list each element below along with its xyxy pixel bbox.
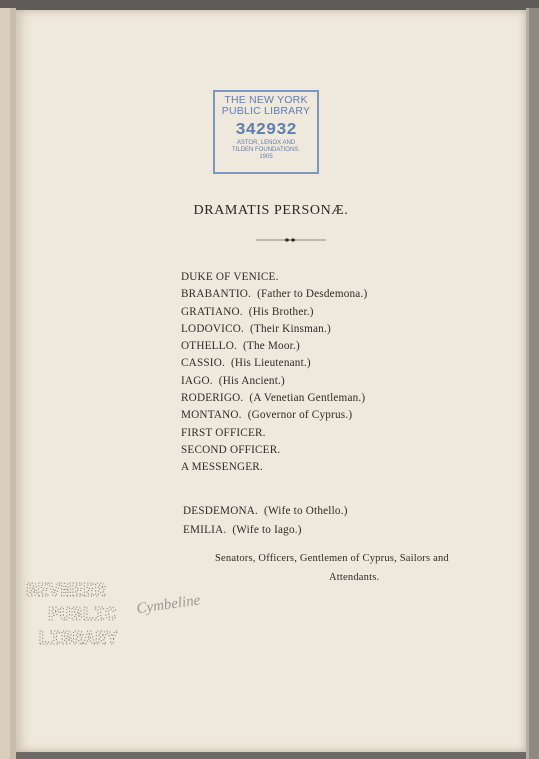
perforation-line-1: BEVNEER xyxy=(26,580,106,602)
cast-list xyxy=(181,269,367,477)
scan-top-border xyxy=(0,0,539,10)
character-name: DUKE OF VENICE. xyxy=(181,271,279,283)
book-left-edge xyxy=(0,8,16,759)
stamp-line-3: ASTOR, LENOX AND xyxy=(236,140,296,146)
character-description: (His Ancient.) xyxy=(218,374,285,387)
stamp-line-4: TILDEN FOUNDATIONS. xyxy=(232,147,300,153)
library-stamp xyxy=(213,90,319,174)
character-name: MONTANO. xyxy=(181,409,242,422)
cast-item xyxy=(181,286,367,303)
character-name: SECOND OFFICER. xyxy=(181,443,281,456)
cast-item xyxy=(181,442,367,459)
character-description: (Father to Desdemona.) xyxy=(257,288,368,301)
stamp-line-5: 1905 xyxy=(259,154,273,160)
character-description: (Their Kinsman.) xyxy=(250,322,331,335)
character-description: (Wife to Iago.) xyxy=(232,523,302,536)
character-name: RODERIGO. xyxy=(181,392,244,405)
character-name: EMILIA. xyxy=(183,523,227,536)
cast-item xyxy=(183,521,348,540)
ornament-divider-icon xyxy=(256,236,326,244)
stamp-line-2: PUBLIC LIBRARY xyxy=(221,105,311,117)
cast-item xyxy=(181,425,367,442)
perforation-line-3: LIBRARY xyxy=(38,628,118,650)
cast-item xyxy=(181,373,367,390)
character-name: BRABANTIO. xyxy=(181,288,252,301)
signature-text: Cymbeline xyxy=(135,592,202,618)
character-description: (The Moor.) xyxy=(242,340,300,353)
stamp-number: 342932 xyxy=(235,121,297,140)
female-cast-list xyxy=(183,502,348,539)
character-name: A MESSENGER. xyxy=(181,461,263,474)
book-page xyxy=(16,10,526,752)
cast-item xyxy=(181,321,367,338)
supporting-cast-line-1: Senators, Officers, Gentlemen of Cyprus, Sailors and xyxy=(215,553,449,564)
character-name: LODOVICO. xyxy=(181,322,245,335)
character-description: (His Brother.) xyxy=(248,305,314,318)
stamp-line-1: THE NEW YORK xyxy=(224,94,308,106)
character-name: IAGO. xyxy=(181,374,213,387)
supporting-cast-line-2: Attendants. xyxy=(329,572,380,583)
cast-item xyxy=(181,269,367,286)
cast-item xyxy=(183,502,348,521)
character-description: (Wife to Othello.) xyxy=(264,505,348,517)
cast-item xyxy=(181,338,367,355)
perforation-stamp-icon xyxy=(24,576,144,652)
character-description: (Governor of Cyprus.) xyxy=(247,409,353,422)
perforation-line-2: PUBLIC xyxy=(48,604,117,626)
character-description: (His Lieutenant.) xyxy=(231,357,311,370)
character-name: CASSIO. xyxy=(181,357,225,370)
page-title: DRAMATIS PERSONÆ. xyxy=(193,203,349,218)
character-name: DESDEMONA. xyxy=(183,505,259,517)
character-name: FIRST OFFICER. xyxy=(181,426,266,439)
cast-item xyxy=(181,304,367,321)
cast-item xyxy=(181,355,367,372)
book-right-edge xyxy=(526,8,539,759)
cast-item xyxy=(181,459,367,476)
character-name: GRATIANO. xyxy=(181,305,243,318)
cast-item xyxy=(181,390,367,407)
character-name: OTHELLO. xyxy=(181,340,237,353)
cast-item xyxy=(181,407,367,424)
handwritten-signature-icon xyxy=(134,582,224,622)
character-description: (A Venetian Gentleman.) xyxy=(249,392,366,405)
